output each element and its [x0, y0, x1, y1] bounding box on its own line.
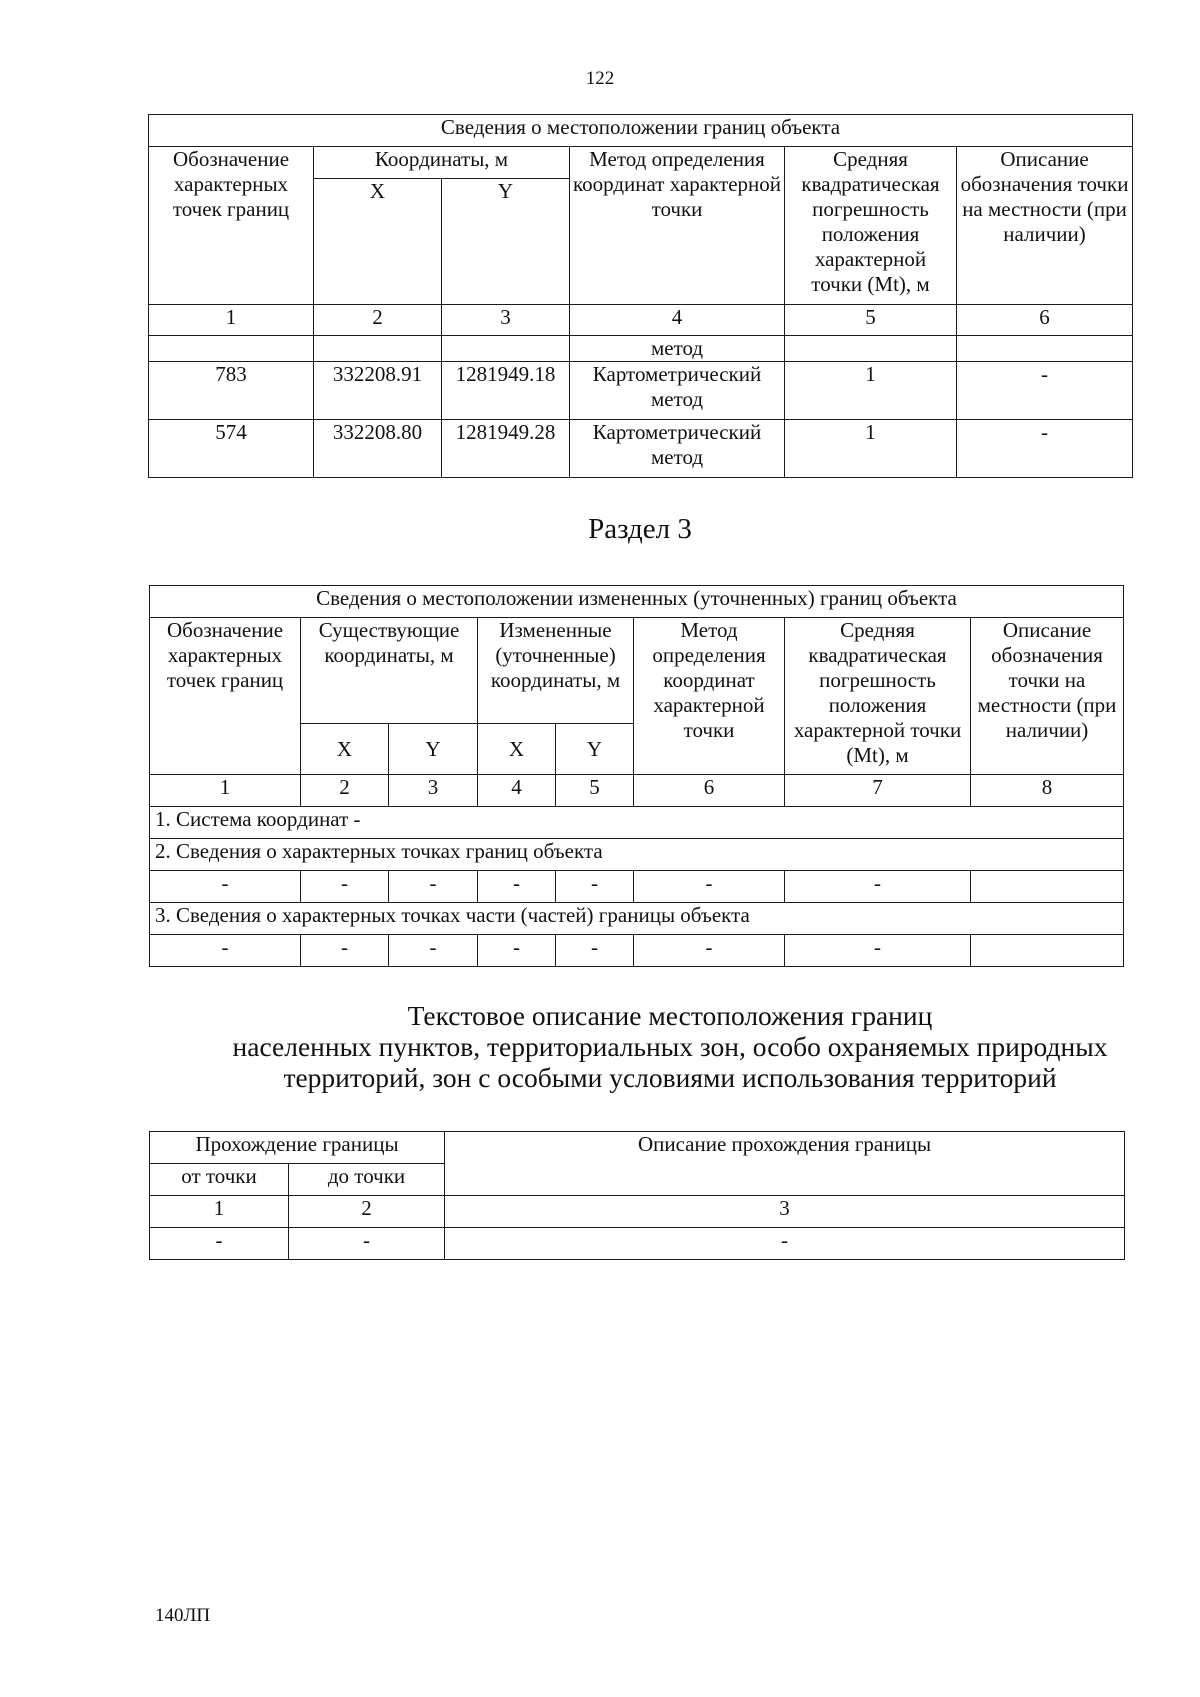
col-number: 7 — [785, 775, 971, 807]
points-section-row: 2. Сведения о характерных точках границ объекта — [150, 839, 1124, 871]
cell: - — [478, 871, 556, 903]
cell: - — [389, 871, 478, 903]
title-line: Текстовое описание местоположения границ — [407, 1000, 933, 1031]
table-row — [149, 420, 1133, 478]
error: 1 — [785, 362, 957, 420]
header-to: до точки — [289, 1164, 445, 1196]
header-from: от точки — [150, 1164, 289, 1196]
header-method: Метод определения координат характерной точки — [634, 618, 785, 775]
cell: - — [301, 871, 389, 903]
section-title: Раздел 3 — [588, 513, 692, 545]
header-coords: Координаты, м — [314, 147, 570, 179]
col-number: 3 — [442, 305, 570, 336]
table-title: Сведения о местоположении измененных (уточненных) границ объекта — [150, 586, 1124, 618]
col-number: 1 — [149, 305, 314, 336]
header-description: Описание обозначения точки на местности (при наличии) — [957, 147, 1133, 305]
boundary-passage-table — [149, 1131, 1125, 1260]
header-y: Y — [442, 179, 570, 305]
description: - — [957, 362, 1133, 420]
cell: - — [634, 935, 785, 967]
text-description-title — [100, 1000, 1200, 1093]
header-passage: Прохождение границы — [150, 1132, 445, 1164]
col-number: 2 — [301, 775, 389, 807]
point-id: 574 — [149, 420, 314, 478]
error: 1 — [785, 420, 957, 478]
col-number: 2 — [289, 1196, 445, 1228]
col-number: 4 — [570, 305, 785, 336]
col-number: 2 — [314, 305, 442, 336]
cell — [971, 871, 1124, 903]
header-error: Средняя квадратическая погрешность положения характерной точки (Mt), м — [785, 147, 957, 305]
cell: - — [150, 935, 301, 967]
header-existing: Существующие координаты, м — [301, 618, 478, 724]
header-x: X — [478, 724, 556, 775]
col-number: 5 — [556, 775, 634, 807]
header-method: Метод определения координат характерной точки — [570, 147, 785, 305]
col-number: 4 — [478, 775, 556, 807]
cell: - — [289, 1228, 445, 1260]
changed-boundary-table — [149, 585, 1124, 967]
col-number: 3 — [445, 1196, 1125, 1228]
cell: - — [301, 935, 389, 967]
cell: - — [785, 871, 971, 903]
page-number: 122 — [585, 68, 615, 89]
header-error: Средняя квадратическая погрешность положения характерной точки (Mt), м — [785, 618, 971, 775]
header-description: Описание прохождения границы — [445, 1132, 1125, 1196]
title-line: населенных пунктов, территориальных зон, особо охраняемых природных — [232, 1031, 1108, 1062]
coord-system-row: 1. Система координат - — [150, 807, 1124, 839]
header-point: Обозначение характерных точек границ — [149, 147, 314, 305]
method: Картометрический метод — [570, 362, 785, 420]
title-line: территорий, зон с особыми условиями использования территорий — [283, 1062, 1057, 1093]
col-number: 5 — [785, 305, 957, 336]
col-number: 6 — [634, 775, 785, 807]
header-y: Y — [389, 724, 478, 775]
header-point: Обозначение характерных точек границ — [150, 618, 301, 775]
header-x: X — [314, 179, 442, 305]
table-row — [150, 935, 1124, 967]
cell: - — [634, 871, 785, 903]
col-number: 3 — [389, 775, 478, 807]
table-title: Сведения о местоположении границ объекта — [149, 115, 1133, 147]
table-row — [150, 871, 1124, 903]
cell: - — [556, 935, 634, 967]
header-changed: Измененные (уточненные) координаты, м — [478, 618, 634, 724]
footer-code: 140ЛП — [155, 1605, 211, 1626]
coord-x: 332208.80 — [314, 420, 442, 478]
table-row — [149, 362, 1133, 420]
header-x: X — [301, 724, 389, 775]
col-number: 8 — [971, 775, 1124, 807]
cell: - — [556, 871, 634, 903]
coord-x: 332208.91 — [314, 362, 442, 420]
description: - — [957, 420, 1133, 478]
method: Картометрический метод — [570, 420, 785, 478]
coord-y: 1281949.18 — [442, 362, 570, 420]
boundary-info-table — [148, 114, 1133, 478]
col-number: 6 — [957, 305, 1133, 336]
cell: - — [785, 935, 971, 967]
cell: - — [150, 1228, 289, 1260]
cell: - — [389, 935, 478, 967]
cell: - — [478, 935, 556, 967]
coord-y: 1281949.28 — [442, 420, 570, 478]
header-y: Y — [556, 724, 634, 775]
parts-section-row: 3. Сведения о характерных точках части (частей) границы объекта — [150, 903, 1124, 935]
header-description: Описание обозначения точки на местности (при наличии) — [971, 618, 1124, 775]
cell: - — [445, 1228, 1125, 1260]
cell — [971, 935, 1124, 967]
table-row — [150, 1228, 1125, 1260]
col-number: 1 — [150, 775, 301, 807]
cell: - — [150, 871, 301, 903]
point-id: 783 — [149, 362, 314, 420]
col-number: 1 — [150, 1196, 289, 1228]
continued-method: метод — [570, 336, 785, 362]
